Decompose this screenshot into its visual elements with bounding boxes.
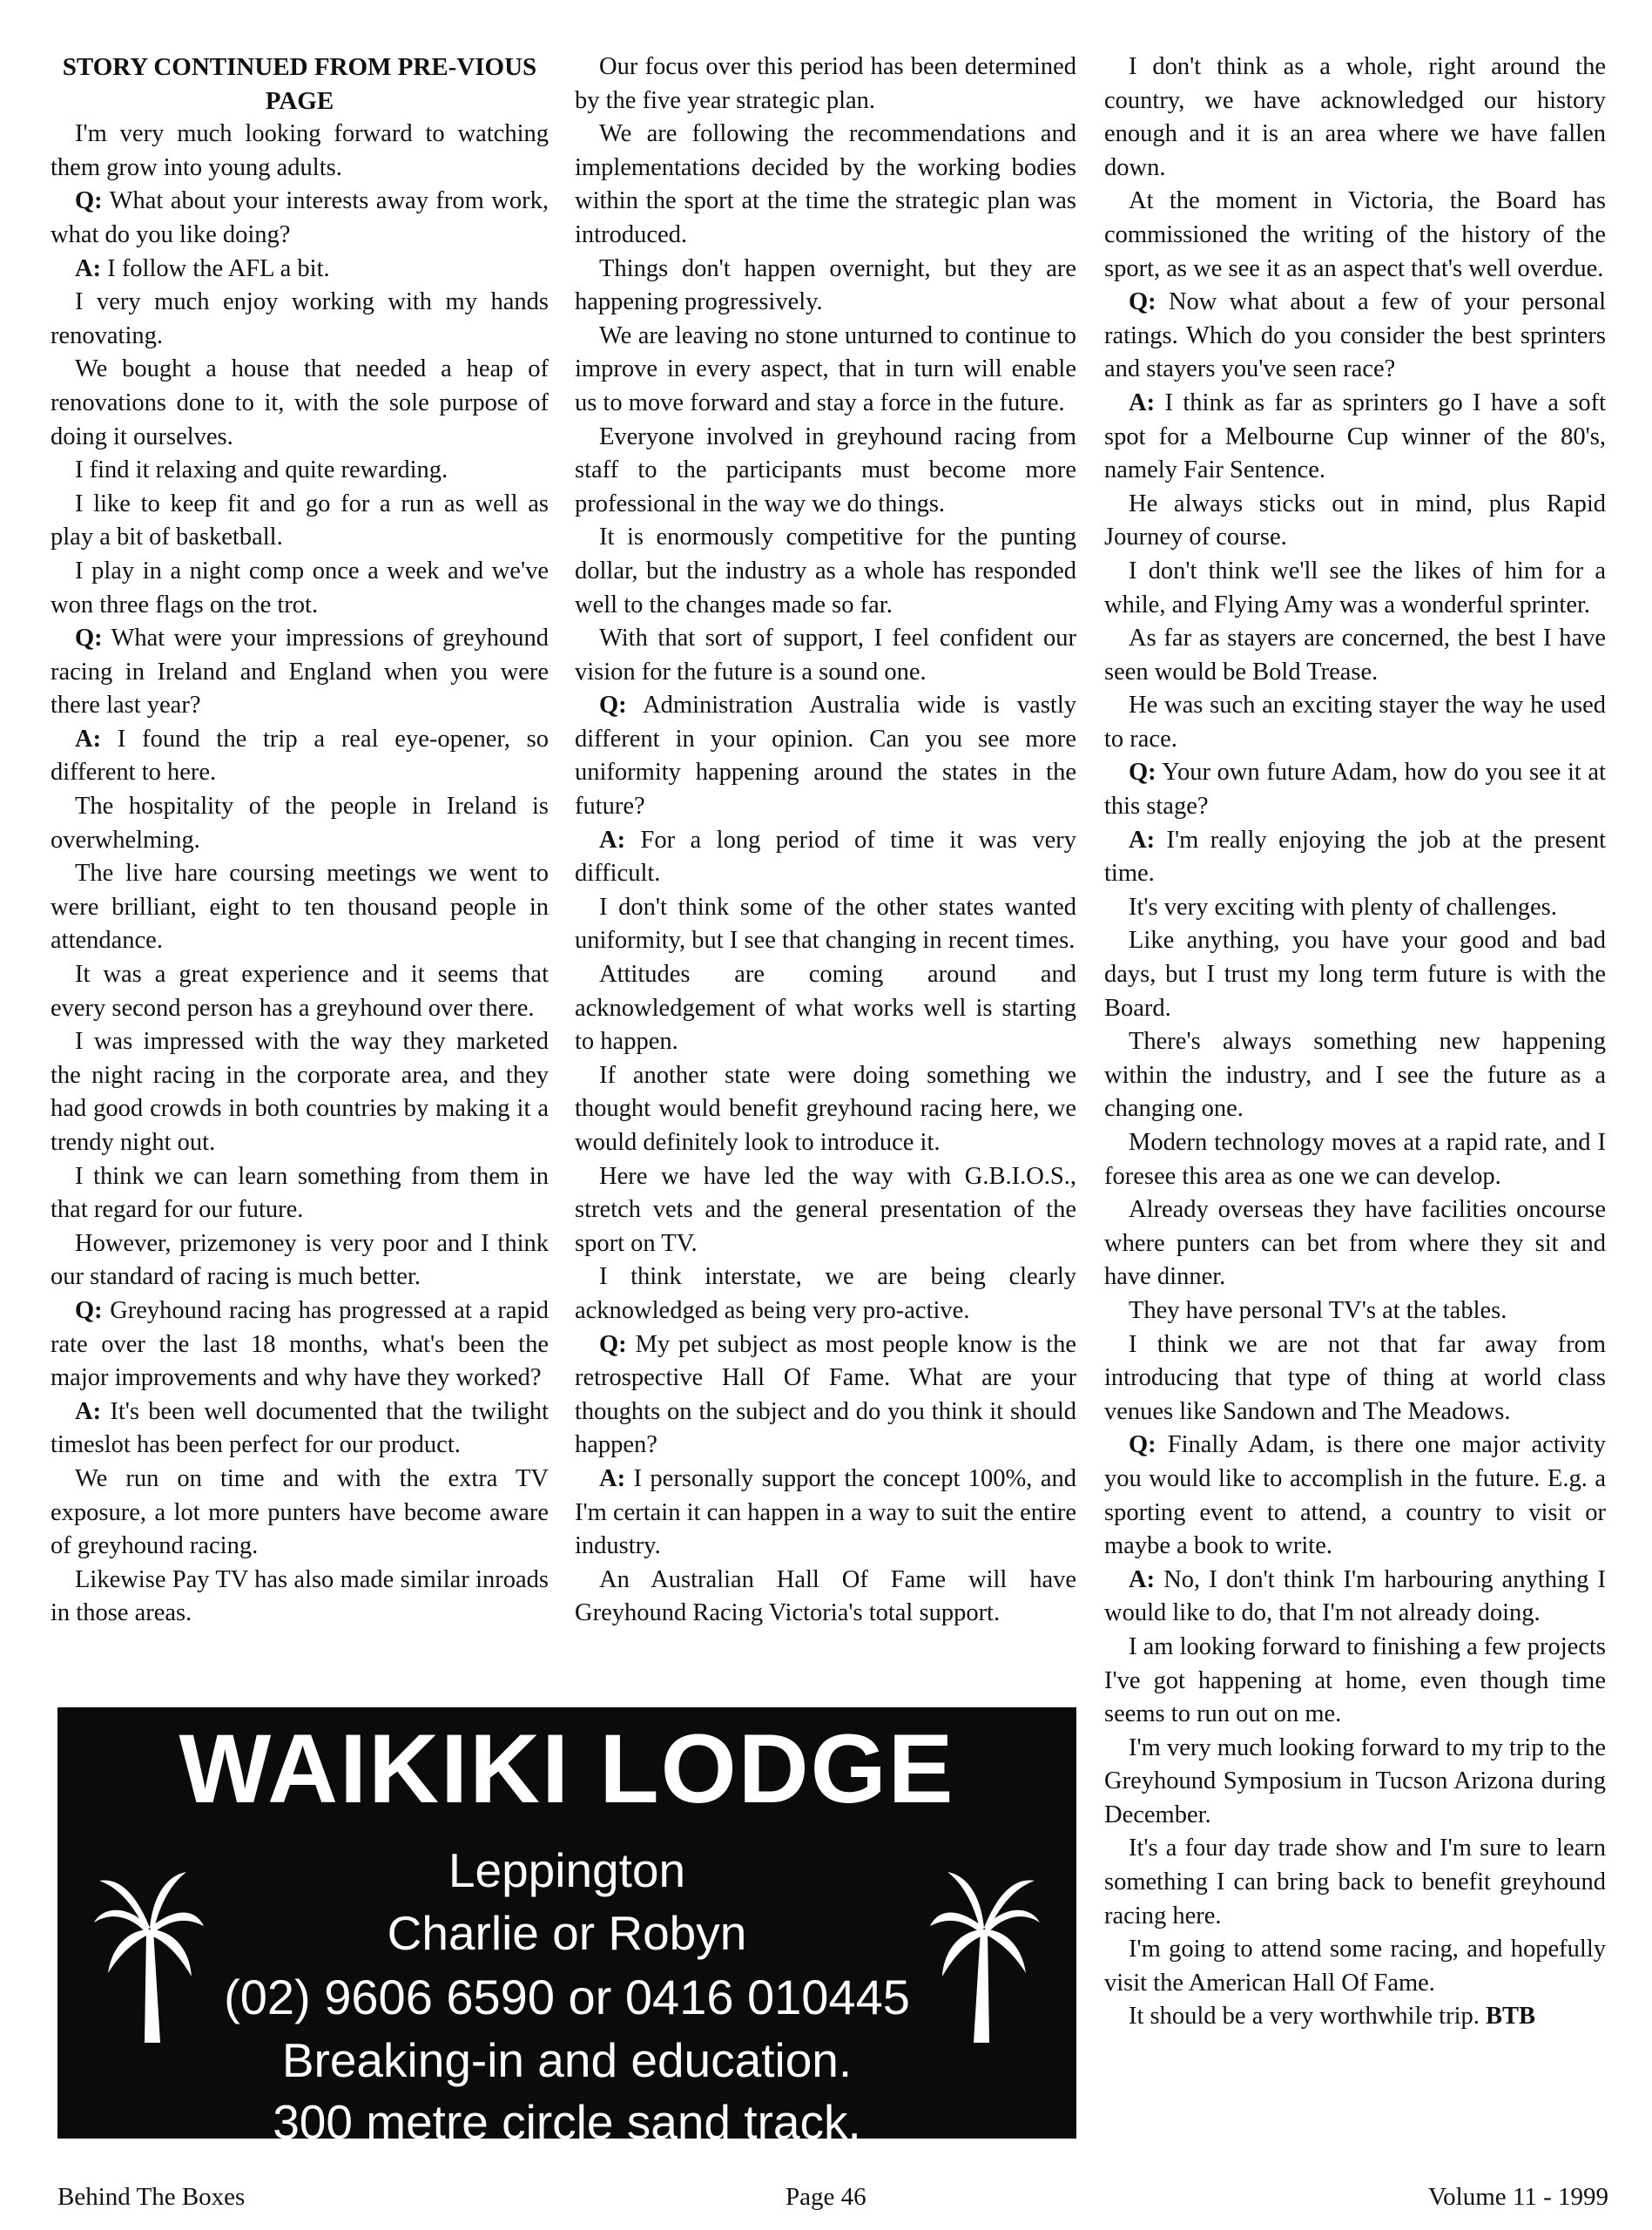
paragraph-text: He was such an exciting stayer the way he used to race. xyxy=(1104,692,1606,753)
article-paragraph xyxy=(575,521,1076,622)
paragraph-text: We are leaving no stone unturned to continue to improve in every aspect, that in turn will enable us to move forward and stay a force in the future. xyxy=(575,321,1076,416)
answer-marker: A: xyxy=(1129,389,1156,416)
article-paragraph xyxy=(1104,1631,1606,1732)
article-paragraph xyxy=(51,723,549,790)
paragraph-text: The hospitality of the people in Ireland is overwhelming. xyxy=(51,793,549,854)
article-paragraph xyxy=(1104,1564,1606,1631)
column-3-paragraphs xyxy=(1104,51,1606,2034)
article-paragraph xyxy=(575,253,1076,320)
article-paragraph xyxy=(575,1260,1076,1328)
paragraph-text: It's been well documented that the twilight timeslot has been perfect for our product. xyxy=(51,1397,549,1459)
advert-phone: (02) 9606 6590 or 0416 010445 xyxy=(224,1970,910,2024)
paragraph-text: With that sort of support, I feel confident our vision for the future is a sound one. xyxy=(575,625,1076,686)
article-paragraph xyxy=(575,51,1076,118)
article-paragraph xyxy=(51,555,549,622)
paragraph-text: My pet subject as most people know is the retrospective Hall Of Fame. What are your thoughts on the subject and do you think it should happen? xyxy=(575,1330,1076,1459)
article-column-2 xyxy=(575,51,1076,1631)
paragraph-text: I follow the AFL a bit. xyxy=(101,254,330,282)
advert-service: Breaking-in and education. xyxy=(281,2033,853,2087)
paragraph-text: I think we can learn something from them in that regard for our future. xyxy=(51,1162,549,1224)
article-paragraph xyxy=(575,421,1076,522)
paragraph-text: I play in a night comp once a week and we've won three flags on the trot. xyxy=(51,557,549,618)
column-1-paragraphs xyxy=(51,118,549,1631)
paragraph-text: I don't think we'll see the likes of him for a while, and Flying Amy was a wonderful sprinter. xyxy=(1104,557,1606,618)
paragraph-text: Attitudes are coming around and acknowledgement of what works well is starting to happen. xyxy=(575,961,1076,1056)
paragraph-text: I'm very much looking forward to watching them grow into young adults. xyxy=(51,120,549,181)
article-paragraph xyxy=(575,689,1076,823)
article-paragraph xyxy=(51,353,549,454)
article-paragraph xyxy=(575,1059,1076,1160)
article-paragraph xyxy=(575,1328,1076,1463)
answer-marker: A: xyxy=(75,725,102,753)
paragraph-text: No, I don't think I'm harbouring anything I would like to do, that I'm not already doing. xyxy=(1104,1565,1606,1627)
article-paragraph xyxy=(51,1463,549,1564)
paragraph-text: I think interstate, we are being clearly acknowledged as being very pro-active. xyxy=(575,1263,1076,1324)
paragraph-text: I very much enjoy working with my hands renovating. xyxy=(51,288,549,349)
advert-contact: Charlie or Robyn xyxy=(387,1906,747,1960)
article-paragraph xyxy=(51,253,549,287)
article-paragraph xyxy=(1104,387,1606,488)
article-paragraph xyxy=(1104,924,1606,1025)
waikiki-lodge-advert xyxy=(57,1707,1076,2149)
paragraph-text: Now what about a few of your personal ratings. Which do you consider the best sprinters and stayers you've seen race? xyxy=(1104,288,1606,383)
advert-track: 300 metre circle sand track. xyxy=(273,2095,861,2149)
paragraph-text: It was a great experience and it seems that every second person has a greyhound over there. xyxy=(51,961,549,1022)
article-paragraph xyxy=(1104,689,1606,756)
paragraph-text: Here we have led the way with G.B.I.O.S., stretch vets and the general presentation of the sport on TV. xyxy=(575,1162,1076,1257)
paragraph-text: Modern technology moves at a rapid rate, and I foresee this area as one we can develop. xyxy=(1104,1129,1606,1190)
paragraph-text: However, prizemoney is very poor and I think our standard of racing is much better. xyxy=(51,1229,549,1291)
article-paragraph xyxy=(575,891,1076,958)
paragraph-text: I don't think some of the other states wanted uniformity, but I see that changing in recent times. xyxy=(575,893,1076,955)
paragraph-text: It should be a very worthwhile trip. xyxy=(1129,2003,1480,2031)
article-paragraph xyxy=(51,857,549,958)
article-paragraph xyxy=(1104,1933,1606,2000)
article-paragraph xyxy=(51,1564,549,1631)
article-paragraph xyxy=(1104,1832,1606,1933)
continued-heading: STORY CONTINUED FROM PRE-VIOUS PAGE xyxy=(62,53,537,115)
article-paragraph xyxy=(1104,891,1606,925)
article-paragraph xyxy=(1104,756,1606,823)
paragraph-text: There's always something new happening within the industry, and I see the future as a changing one. xyxy=(1104,1028,1606,1123)
paragraph-text: I think as far as sprinters go I have a soft spot for a Melbourne Cup winner of the 80's, namely Fair Sentence. xyxy=(1104,389,1606,484)
advert-location: Leppington xyxy=(448,1843,686,1897)
column-2-paragraphs xyxy=(575,51,1076,1631)
article-paragraph xyxy=(1104,1193,1606,1294)
article-paragraph xyxy=(1104,824,1606,891)
answer-marker: A: xyxy=(1129,826,1156,854)
article-paragraph xyxy=(1104,1429,1606,1563)
end-mark: BTB xyxy=(1479,2003,1536,2031)
paragraph-text: I like to keep fit and go for a run as well as play a bit of basketball. xyxy=(51,490,549,551)
paragraph-text: I'm very much looking forward to my trip to the Greyhound Symposium in Tucson Arizona during December. xyxy=(1104,1733,1606,1828)
paragraph-text: We run on time and with the extra TV exposure, a lot more punters have become aware of greyhound racing. xyxy=(51,1464,549,1560)
article-paragraph xyxy=(51,118,549,185)
article-paragraph xyxy=(1104,1294,1606,1328)
paragraph-text: He always sticks out in mind, plus Rapid Journey of course. xyxy=(1104,490,1606,551)
volume-year: Volume 11 - 1999 xyxy=(1427,2183,1608,2211)
paragraph-text: Administration Australia wide is vastly different in your opinion. Can you see more uniformity happening around the states in the future? xyxy=(575,692,1076,821)
paragraph-text: We bought a house that needed a heap of renovations done to it, with the sole purpose of doing it ourselves. xyxy=(51,355,549,450)
article-paragraph xyxy=(1104,2000,1606,2034)
advert-title: WAIKIKI LODGE xyxy=(179,1714,955,1823)
paragraph-text: Greyhound racing has progressed at a rapid rate over the last 18 months, what's been the major improvements and why have they worked? xyxy=(51,1296,549,1392)
answer-marker: A: xyxy=(75,254,102,282)
paragraph-text: We are following the recommendations and implementations decided by the working bodies within the sport at the time the strategic plan was introduced. xyxy=(575,120,1076,248)
paragraph-text: I personally support the concept 100%, and I'm certain it can happen in a way to suit the entire industry. xyxy=(575,1464,1076,1560)
article-paragraph xyxy=(51,1395,549,1463)
article-paragraph xyxy=(1104,555,1606,622)
page-number: Page 46 xyxy=(786,2183,866,2211)
paragraph-text: Likewise Pay TV has also made similar inroads in those areas. xyxy=(51,1565,549,1627)
paragraph-text: I'm really enjoying the job at the present time. xyxy=(1104,826,1606,888)
paragraph-text: I find it relaxing and quite rewarding. xyxy=(75,456,448,484)
article-paragraph xyxy=(1104,51,1606,185)
paragraph-text: Everyone involved in greyhound racing from staff to the participants must become more professional in the way we do things. xyxy=(575,422,1076,517)
paragraph-text: They have personal TV's at the tables. xyxy=(1129,1296,1507,1324)
article-paragraph xyxy=(51,286,549,353)
article-paragraph xyxy=(575,320,1076,421)
question-marker: Q: xyxy=(1129,1431,1156,1459)
article-paragraph xyxy=(1104,185,1606,286)
article-paragraph xyxy=(51,1025,549,1159)
article-paragraph xyxy=(51,488,549,555)
article-paragraph xyxy=(575,118,1076,252)
article-paragraph xyxy=(51,1160,549,1227)
article-paragraph xyxy=(1104,1732,1606,1833)
question-marker: Q: xyxy=(1129,288,1156,316)
article-paragraph xyxy=(51,454,549,488)
paragraph-text: I am looking forward to finishing a few projects I've got happening at home, even though time seems to run out on me. xyxy=(1104,1632,1606,1728)
paragraph-text: I was impressed with the way they marketed the night racing in the corporate area, and they had good crowds in both countries by making it a trendy night out. xyxy=(51,1028,549,1156)
article-column-3 xyxy=(1104,51,1606,2034)
article-paragraph xyxy=(1104,488,1606,555)
paragraph-text: For a long period of time it was very difficult. xyxy=(575,826,1076,888)
article-paragraph xyxy=(1104,622,1606,689)
question-marker: Q: xyxy=(1129,759,1156,787)
article-paragraph xyxy=(1104,1328,1606,1429)
question-marker: Q: xyxy=(75,187,103,215)
paragraph-text: What about your interests away from work, what do you like doing? xyxy=(51,187,549,248)
paragraph-text: I'm going to attend some racing, and hopefully visit the American Hall Of Fame. xyxy=(1104,1936,1606,1997)
answer-marker: A: xyxy=(599,1464,626,1492)
paragraph-text: If another state were doing something we thought would benefit greyhound racing here, we would definitely look to introduce it. xyxy=(575,1061,1076,1156)
paragraph-text: It is enormously competitive for the punting dollar, but the industry as a whole has responded well to the changes made so far. xyxy=(575,524,1076,618)
answer-marker: A: xyxy=(1129,1565,1156,1593)
paragraph-text: Like anything, you have your good and bad days, but I trust my long term future is with the Board. xyxy=(1104,927,1606,1022)
answer-marker: A: xyxy=(75,1397,102,1425)
article-paragraph xyxy=(1104,1126,1606,1193)
article-paragraph xyxy=(51,958,549,1025)
article-paragraph xyxy=(51,1294,549,1395)
paragraph-text: Our focus over this period has been determined by the five year strategic plan. xyxy=(575,53,1076,114)
paragraph-text: What were your impressions of greyhound racing in Ireland and England when you were there last year? xyxy=(51,625,549,720)
paragraph-text: Already overseas they have facilities oncourse where punters can bet from where they sit and have dinner. xyxy=(1104,1196,1606,1291)
article-paragraph xyxy=(51,185,549,252)
article-paragraph xyxy=(575,1160,1076,1261)
article-paragraph xyxy=(51,790,549,857)
paragraph-text: At the moment in Victoria, the Board has commissioned the writing of the history of the sport, as we see it as an aspect that's well overdue. xyxy=(1104,187,1606,282)
article-paragraph xyxy=(51,1227,549,1294)
question-marker: Q: xyxy=(599,692,627,720)
paragraph-text: It's a four day trade show and I'm sure to learn something I can bring back to benefit greyhound racing here. xyxy=(1104,1835,1606,1929)
paragraph-text: Your own future Adam, how do you see it at this stage? xyxy=(1104,759,1606,821)
paragraph-text: The live hare coursing meetings we went to were brilliant, eight to ten thousand people in attendance. xyxy=(51,860,549,955)
article-column-1 xyxy=(51,51,549,1631)
paragraph-text: It's very exciting with plenty of challenges. xyxy=(1129,893,1557,921)
article-paragraph xyxy=(575,1463,1076,1564)
publication-name: Behind The Boxes xyxy=(57,2183,246,2211)
article-paragraph xyxy=(575,622,1076,689)
paragraph-text: I don't think as a whole, right around the country, we have acknowledged our history enough and it is an area where we have fallen down. xyxy=(1104,53,1606,181)
article-paragraph xyxy=(1104,1025,1606,1126)
answer-marker: A: xyxy=(599,826,626,854)
paragraph-text: An Australian Hall Of Fame will have Greyhound Racing Victoria's total support. xyxy=(575,1565,1076,1627)
article-paragraph xyxy=(575,1564,1076,1631)
paragraph-text: Finally Adam, is there one major activity you would like to accomplish in the future. E.g. a sporting event to attend, a country to visit or maybe a book to write. xyxy=(1104,1431,1606,1560)
article-paragraph xyxy=(51,622,549,723)
paragraph-text: As far as stayers are concerned, the best I have seen would be Bold Trease. xyxy=(1104,625,1606,686)
article-paragraph xyxy=(1104,286,1606,387)
question-marker: Q: xyxy=(75,1296,103,1324)
paragraph-text: I think we are not that far away from introducing that type of thing at world class venues like Sandown and The Meadows. xyxy=(1104,1330,1606,1425)
article-paragraph xyxy=(575,958,1076,1059)
article-paragraph xyxy=(575,824,1076,891)
question-marker: Q: xyxy=(75,625,103,652)
paragraph-text: Things don't happen overnight, but they are happening progressively. xyxy=(575,254,1076,316)
paragraph-text: I found the trip a real eye-opener, so different to here. xyxy=(51,725,549,787)
question-marker: Q: xyxy=(599,1330,627,1358)
